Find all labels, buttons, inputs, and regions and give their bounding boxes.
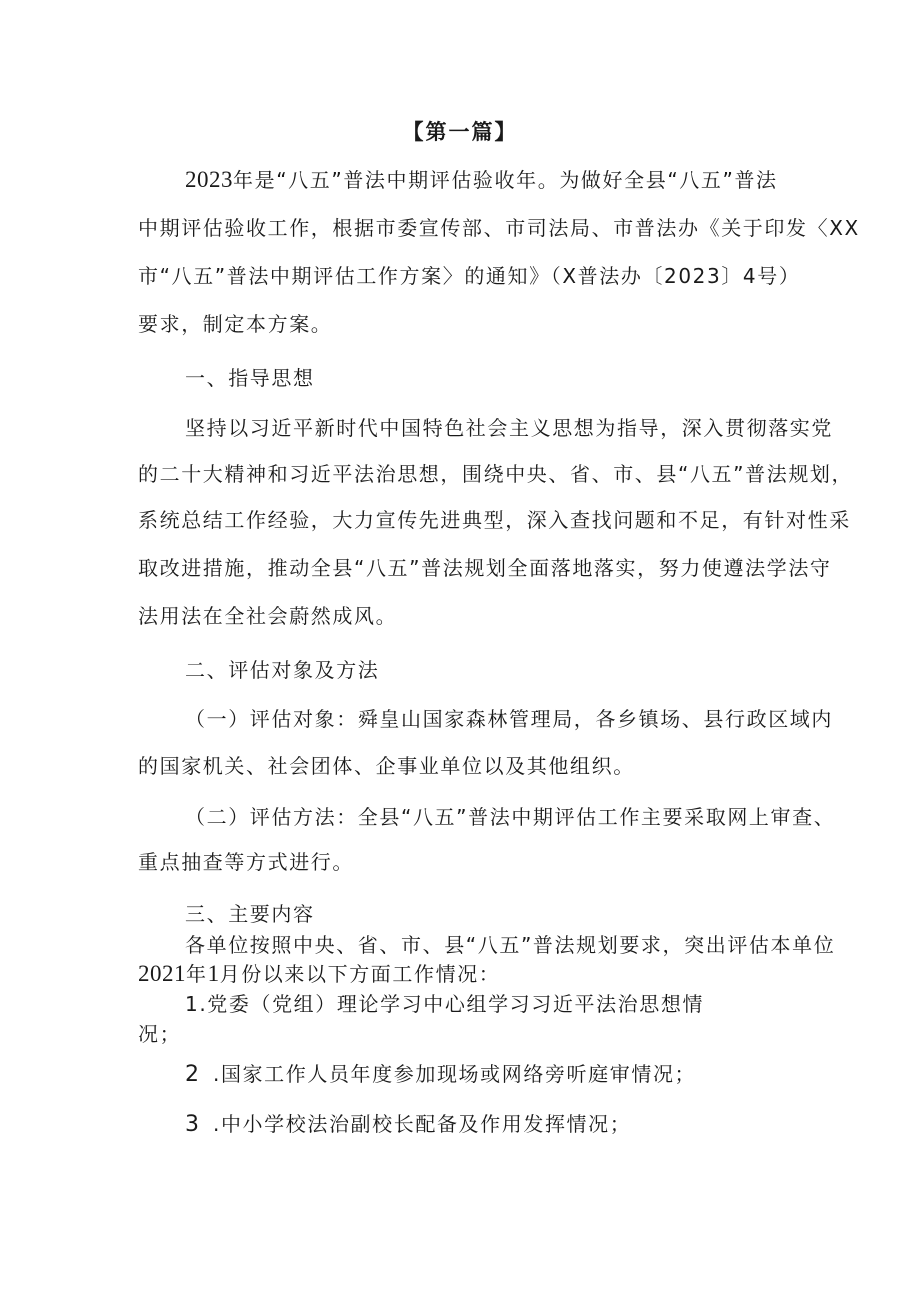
- content-item-2: [185, 1060, 696, 1089]
- content-item-1-line-2: 况；: [138, 1022, 182, 1046]
- section-1-heading: 一、指导思想: [185, 366, 315, 390]
- section-1-line-3: 系统总结工作经验，大力宣传先进典型，深入查找问题和不足，有针对性采: [138, 508, 851, 532]
- intro-line-2: 中期评估验收工作，根据市委宣传部、市司法局、市普法办《关于印发〈XX: [138, 216, 860, 240]
- content-item-2-number: 2: [185, 1062, 199, 1087]
- section-1-line-5: 法用法在全社会蔚然成风。: [138, 604, 398, 628]
- section-2-method-line-1: （二）评估方法：全县“八五”普法中期评估工作主要采取网上审查、: [185, 805, 836, 829]
- section-1-line-2: 的二十大精神和习近平法治思想，围绕中央、省、市、县“八五”普法规划，: [138, 462, 854, 486]
- content-item-3-number: 3: [185, 1112, 199, 1137]
- section-2-heading: 二、评估对象及方法: [185, 658, 380, 682]
- section-1-line-1: 坚持以习近平新时代中国特色社会主义思想为指导，深入贯彻落实党: [185, 416, 833, 440]
- section-2-object-line-1: （一）评估对象：舜皇山国家森林管理局，各乡镇场、县行政区域内: [185, 707, 833, 731]
- document-title: 【第一篇】: [402, 120, 518, 144]
- intro-line-3: 市“八五”普法中期评估工作方案〉的通知》（X普法办〔2023〕4号）: [138, 264, 801, 288]
- intro-year: 2023: [185, 167, 233, 192]
- content-item-3-text: .中小学校法治副校长配备及作用发挥情况；: [213, 1112, 632, 1136]
- section-2-method-line-2: 重点抽查等方式进行。: [138, 850, 354, 874]
- section-3-line-2-text: 月份以来以下方面工作情况：: [219, 962, 501, 986]
- section-3-year: 2021: [138, 961, 186, 986]
- content-item-3: [185, 1110, 631, 1139]
- section-2-object-line-2: 的国家机关、社会团体、企事业单位以及其他组织。: [138, 754, 635, 778]
- section-3-line-2: [138, 960, 500, 988]
- content-item-1-line-1: 1.党委（党组）理论学习中心组学习习近平法治思想情: [185, 992, 705, 1016]
- section-3-year-suffix: 年: [186, 962, 208, 986]
- intro-line-4: 要求，制定本方案。: [138, 312, 333, 336]
- section-3-month: 1: [207, 961, 220, 986]
- intro-line-1-text: 年是“八五”普法中期评估验收年。为做好全县“八五”普法: [233, 168, 778, 192]
- section-3-heading: 三、主要内容: [185, 902, 315, 926]
- section-1-line-4: 取改进措施，推动全县“八五”普法规划全面落地落实，努力使遵法学法守: [138, 556, 832, 580]
- content-item-2-text: .国家工作人员年度参加现场或网络旁听庭审情况；: [213, 1062, 697, 1086]
- intro-line-1: [185, 166, 778, 194]
- section-3-line-1: 各单位按照中央、省、市、县“八五”普法规划要求，突出评估本单位: [185, 933, 836, 957]
